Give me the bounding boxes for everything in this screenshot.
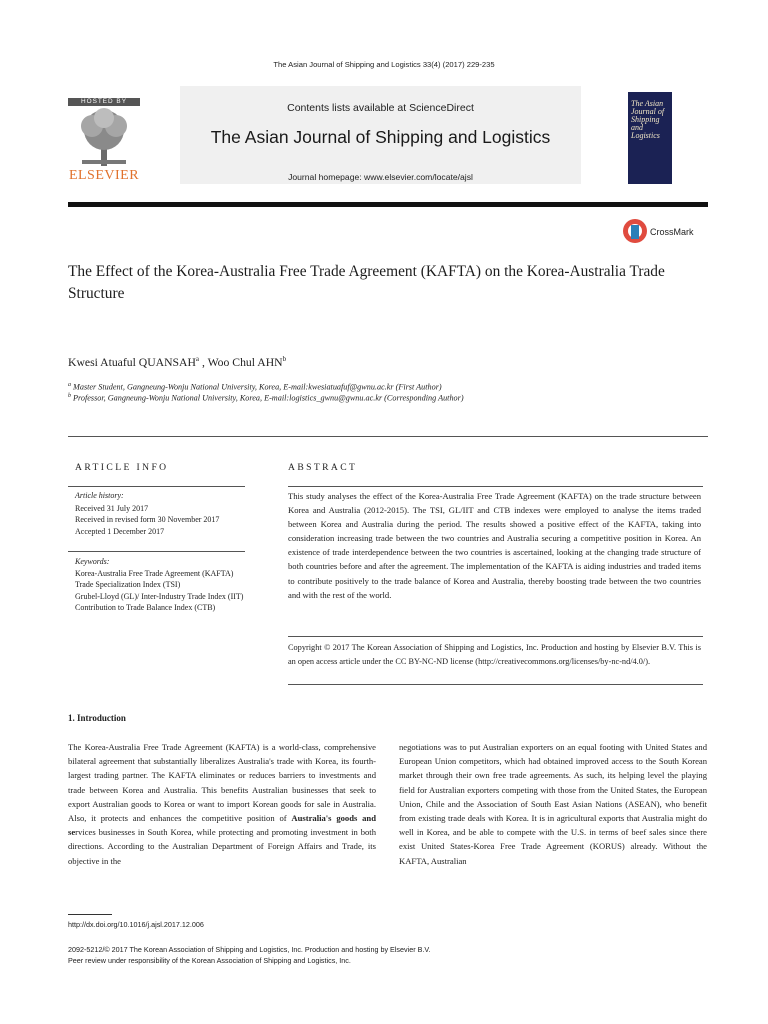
footer-notes [68,944,431,966]
intro-column-left [68,740,376,868]
header-thick-rule [68,202,708,207]
article-info-rule [68,551,245,552]
intro-left-bold: Australia's goods and se [68,813,376,838]
history-revised: Received in revised form 30 November 2017 [75,515,220,525]
history-received: Received 31 July 2017 [75,504,149,513]
keywords-list [75,568,245,614]
article-info-rule [68,486,245,487]
cover-title: The Asian Journal of Shipping and Logistics [631,99,665,140]
issn-line: 2092-5212/© 2017 The Korean Association of Shipping and Logistics, Inc. Production and hosting by Elsevier B.V. [68,945,431,954]
intro-left-text-cont: rvices businesses in South Korea, while protecting and promoting investment in both directions. According to the Australian Department of Foreign Affairs and Trade, its objective in the [68,827,376,866]
doi-link[interactable]: http://dx.doi.org/10.1016/j.ajsl.2017.12.006 [68,920,204,929]
introduction-heading: 1. Introduction [68,713,126,723]
abstract-rule [288,684,703,685]
intro-column-right: negotiations was to put Australian exporters on an equal footing with United States and European Union competitors, which had obtained improved access to the South Korean market through their own free trade agreements. As such, its helping level the playing field for Australian exporters competing with those from the United States, the European Union, Chile and the Association of South East Asian Nations (ASEAN), who benefit from existing trade deals with Korea. It is in agricultural exports that Australia might do well in Korea, and be able to compete with the U.S. in terms of beef sales since there exist United States-Korea Free Trade Agreement (KORUS) already. Without the KAFTA, Australian [399,742,707,866]
keyword: Contribution to Trade Balance Index (CTB) [75,603,216,613]
affiliation-b-text: Professor, Gangneung-Wonju National University, Korea, E-mail:logistics_gwnu@gwnu.ac.kr (Corresponding Author) [71,393,464,403]
article-history [75,503,219,537]
section-rule [68,436,708,437]
keyword: Korea-Australia Free Trade Agreement (KAFTA) [75,569,234,578]
aff-mark-a: a [68,382,71,388]
abstract-heading: ABSTRACT [288,462,358,473]
abstract-text: This study analyses the effect of the Korea-Australia Free Trade Agreement (KAFTA) on the trade structure between Korea and Australia (2012-2015). The TSI, GL/IIT and CTB indexes were employed to analyse the items traded between Korea and Australia during the period. The results showed a positive effect of the KAFTA, taking into consideration increasing trade between the two countries and Australia securing a competitive position in Korea. An existence of trade interdependence between the two countries is ascertained, looking at the changing trade structure of both countries before and after the agreement. The implementation of the KAFTA is aiding industries and traded items to contribute positively to the trade balance of Korea and Australia, thereby boosting trade between the two countries and with the rest of the world. [288,491,701,600]
elsevier-wordmark: ELSEVIER [68,168,140,183]
keyword: Trade Specialization Index (TSI) [75,580,181,590]
aff-mark-b: b [68,393,71,399]
crossmark-label[interactable]: CrossMark [650,227,694,237]
article-history-label: Article history: [75,491,124,500]
tree-icon [74,108,134,166]
author-separator: , [199,355,208,369]
copyright-notice: Copyright © 2017 The Korean Association of Shipping and Logistics, Inc. Production and hosting by Elsevier B.V. This is an open access article under the CC BY-NC-ND license (http://creativecommons.org/licenses/by-nc-nd/4.0/). [288,643,701,666]
keyword: Grubel-Lloyd (GL)/ Inter-Industry Trade Index (IIT) [75,591,244,601]
author-mark-a: a [195,355,200,363]
affiliation-a-text: Master Student, Gangneung-Wonju National University, Korea, E-mail:kwesiatuafuf@gwnu.ac.kr (First Author) [71,382,442,392]
journal-name: The Asian Journal of Shipping and Logistics [210,127,551,147]
journal-homepage-link[interactable]: Journal homepage: www.elsevier.com/locate/ajsl [288,172,473,182]
abstract-rule [288,486,703,487]
article-info-heading: ARTICLE INFO [75,462,169,473]
keywords-label: Keywords: [75,557,110,566]
footnote-rule [68,914,112,915]
elsevier-logo [68,98,140,186]
affiliation-b [68,393,464,403]
authors-line [68,355,286,369]
author-mark-b: b [282,355,287,363]
journal-cover-image[interactable] [628,92,672,184]
author-quansah: Kwesi Atuaful QUANSAH [68,355,196,369]
history-accepted: Accepted 1 December 2017 [75,526,165,536]
contents-line[interactable]: Contents lists available at ScienceDirect [287,102,474,114]
hosted-by-label: HOSTED BY [68,98,140,106]
abstract-rule [288,636,703,637]
peer-review-line: Peer review under responsibility of the Korean Association of Shipping and Logistics, Inc. [68,956,351,965]
intro-left-text: The Korea-Australia Free Trade Agreement (KAFTA) is a world-class, comprehensive bilateral agreement that substantially liberalizes Australia's trade with Korea, its fourth-largest trading partner. The KAFTA eliminates or reduces barriers to investments and trade between Korea and Australia. This benefits Australian businesses that seek to export Australian goods to Korea or want to import Korean goods for sale in Australia. Also, it protects and enhances the competitive position of [68,742,376,824]
article-title: The Effect of the Korea-Australia Free Trade Agreement (KAFTA) on the Korea-Australia Trade Structure [68,263,665,302]
author-ahn: Woo Chul AHN [207,355,283,369]
affiliation-a [68,382,442,392]
journal-citation: The Asian Journal of Shipping and Logistics 33(4) (2017) 229-235 [273,60,495,69]
